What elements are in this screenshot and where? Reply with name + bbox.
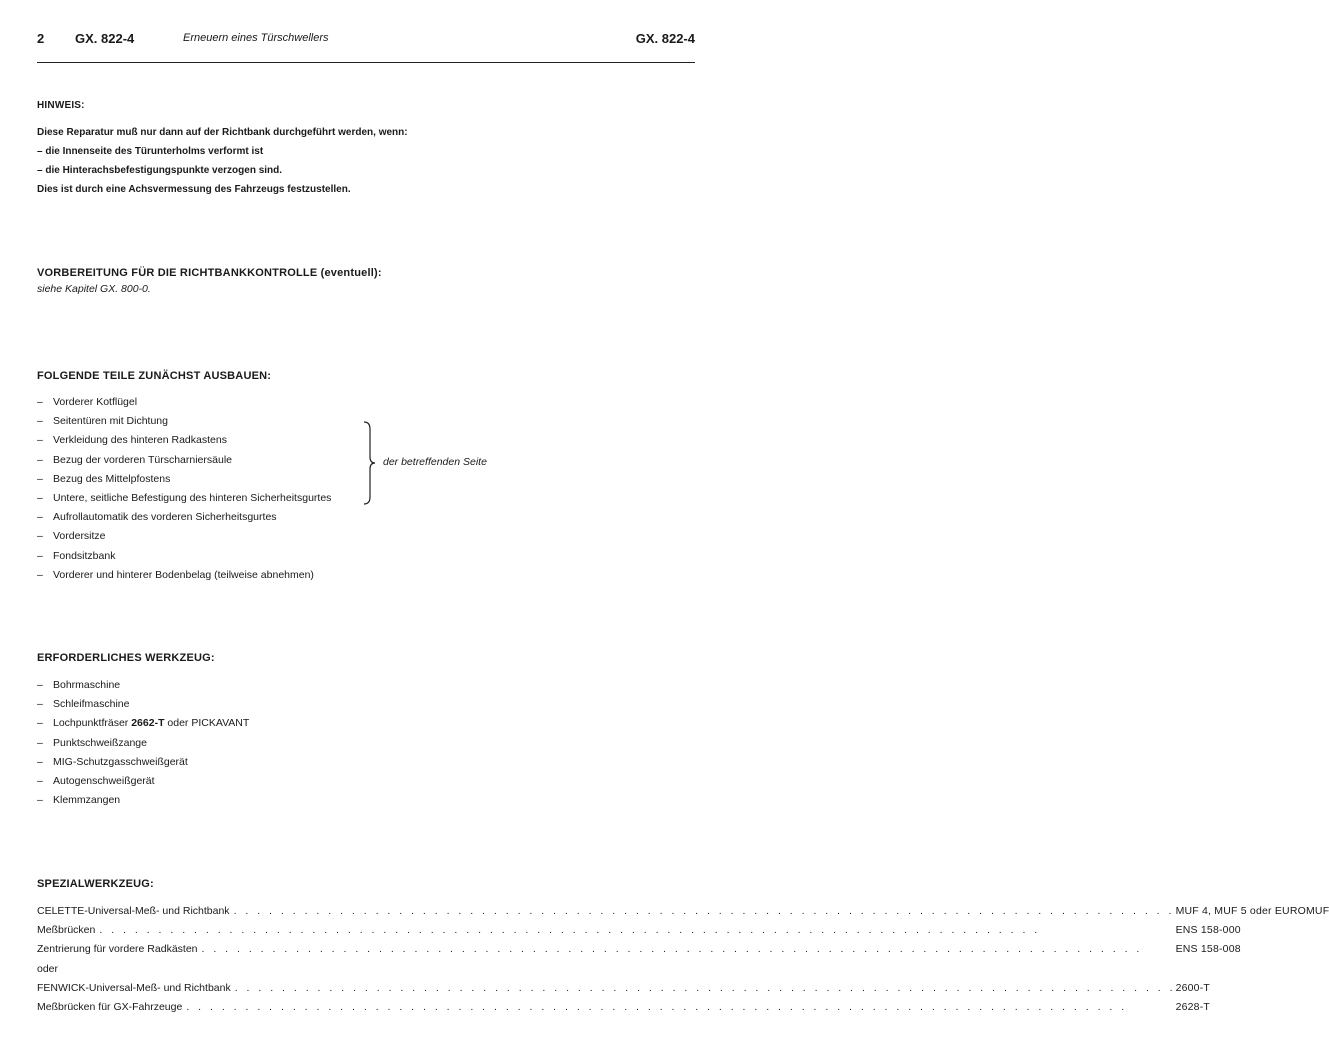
list-item: – Bohrmaschine: [37, 676, 697, 695]
tool-value-cell: [1176, 960, 1329, 979]
list-item: – Schleifmaschine: [37, 695, 697, 714]
brace-note: der betreffenden Seite: [383, 456, 487, 468]
werkzeug-section: [37, 651, 697, 810]
hinweis-line: – die Hinterachsbefestigungspunkte verzogen sind.: [37, 165, 283, 176]
vorbereitung-section: [37, 266, 697, 298]
vorbereitung-reference: siehe Kapitel GX. 800-0.: [37, 283, 151, 295]
list-item: – Fondsitzbank: [37, 547, 697, 566]
werkzeug-heading: ERFORDERLICHES WERKZEUG:: [37, 652, 215, 664]
list-item: – Vorderer und hinterer Bodenbelag (teilweise abnehmen): [37, 566, 697, 585]
tool-value-cell: 2628-T: [1175, 1001, 1211, 1014]
table-row: [37, 921, 1329, 940]
list-item: – Bezug der vorderen Türscharniersäule: [37, 451, 697, 470]
table-row: [37, 979, 1329, 998]
table-row: [37, 940, 1329, 959]
hinweis-line: Dies ist durch eine Achsvermessung des Fahrzeugs festzustellen.: [37, 184, 351, 195]
list-item: – Verkleidung des hinteren Radkastens: [37, 431, 697, 450]
tool-name-cell: Meßbrücken für GX-Fahrzeuge . . . . . . . . . . . . . . . . . . . . . . . . . . . . . . . . . . . . . . . . . . . . . . . . . . . . . . . . . . . . . . . . . . . . . . . . . . . . . . . .: [37, 998, 1176, 1017]
hinweis-line: – die Innenseite des Türunterholms verformt ist: [37, 146, 264, 157]
right-brace-icon: [362, 421, 376, 505]
leader-dots: . . . . . . . . . . . . . . . . . . . . . . . . . . . . . . . . . . . . . . . . . . . . . . . . . . . . . . . . . . . . . . . . . . . . . . . . . . . . . . . .: [186, 1001, 1128, 1014]
list-item: – Untere, seitliche Befestigung des hinteren Sicherheitsgurtes: [37, 489, 697, 508]
spezial-section: [37, 877, 1329, 1017]
tool-value-cell: ENS 158-008: [1175, 943, 1241, 956]
tool-name-cell: oder: [37, 962, 59, 975]
list-item: – MIG-Schutzgasschweißgerät: [37, 753, 697, 772]
list-item: – Lochpunktfräser 2662-T oder PICKAVANT: [37, 714, 697, 733]
document-code-right: GX. 822-4: [635, 31, 695, 46]
tool-name-cell: Meßbrücken . . . . . . . . . . . . . . . . . . . . . . . . . . . . . . . . . . . . . . . . . . . . . . . . . . . . . . . . . . . . . . . . . . . . . . . . . . . . . . . .: [37, 921, 1176, 940]
tool-part-number: 2662-T: [131, 717, 165, 730]
ausbauen-heading: FOLGENDE TEILE ZUNÄCHST AUSBAUEN:: [37, 370, 272, 382]
list-item: – Autogenschweißgerät: [37, 772, 697, 791]
table-row: [37, 960, 1329, 979]
hinweis-section: [37, 96, 697, 199]
list-item: – Klemmzangen: [37, 791, 697, 810]
table-row: [37, 998, 1329, 1017]
header-rule: [37, 62, 695, 63]
tool-name-cell: FENWICK-Universal-Meß- und Richtbank . . . . . . . . . . . . . . . . . . . . . . . . . . . . . . . . . . . . . . . . . . . . . . . . . . . . . . . . . . . . . . . . . . . . . . . . . . . . . . . .: [37, 979, 1176, 998]
document-code: GX. 822-4: [75, 31, 135, 46]
table-row: [37, 902, 1329, 921]
leader-dots: . . . . . . . . . . . . . . . . . . . . . . . . . . . . . . . . . . . . . . . . . . . . . . . . . . . . . . . . . . . . . . . . . . . . . . . . . . . . . . . .: [201, 943, 1143, 956]
page-number: 2: [37, 31, 45, 46]
list-item: – Aufrollautomatik des vorderen Sicherheitsgurtes: [37, 508, 697, 527]
page-header: [37, 31, 695, 51]
list-item: – Vordersitze: [37, 527, 697, 546]
tool-name-cell: CELETTE-Universal-Meß- und Richtbank . . . . . . . . . . . . . . . . . . . . . . . . . . . . . . . . . . . . . . . . . . . . . . . . . . . . . . . . . . . . . . . . . . . . . . . . . . . . . . . .: [37, 902, 1176, 921]
document-title: Erneuern eines Türschwellers: [183, 32, 329, 44]
vorbereitung-heading: VORBEREITUNG FÜR DIE RICHTBANKKONTROLLE (eventuell):: [37, 267, 382, 279]
leader-dots: . . . . . . . . . . . . . . . . . . . . . . . . . . . . . . . . . . . . . . . . . . . . . . . . . . . . . . . . . . . . . . . . . . . . . . . . . . . . . . . .: [233, 905, 1175, 917]
hinweis-line: Diese Reparatur muß nur dann auf der Richtbank durchgeführt werden, wenn:: [37, 127, 408, 138]
leader-dots: . . . . . . . . . . . . . . . . . . . . . . . . . . . . . . . . . . . . . . . . . . . . . . . . . . . . . . . . . . . . . . . . . . . . . . . . . . . . . . . .: [99, 924, 1041, 937]
werkzeug-list: [37, 676, 697, 810]
hinweis-heading: HINWEIS:: [37, 100, 85, 111]
spezial-table: [37, 902, 1329, 1017]
tool-value-cell: ENS 158-000: [1175, 924, 1241, 937]
list-item: – Punktschweißzange: [37, 734, 697, 753]
leader-dots: . . . . . . . . . . . . . . . . . . . . . . . . . . . . . . . . . . . . . . . . . . . . . . . . . . . . . . . . . . . . . . . . . . . . . . . . . . . . . . . .: [234, 981, 1176, 994]
list-item: – Seitentüren mit Dichtung: [37, 412, 697, 431]
tool-value-cell: MUF 4, MUF 5 oder EUROMUF: [1175, 905, 1329, 917]
tool-name-cell: Zentrierung für vordere Radkästen . . . . . . . . . . . . . . . . . . . . . . . . . . . . . . . . . . . . . . . . . . . . . . . . . . . . . . . . . . . . . . . . . . . . . . . . . . . . . . . .: [37, 940, 1176, 959]
list-item: – Vorderer Kotflügel: [37, 393, 697, 412]
list-item: – Bezug des Mittelpfostens: [37, 470, 697, 489]
tool-value-cell: 2600-T: [1175, 981, 1211, 994]
spezial-heading: SPEZIALWERKZEUG:: [37, 878, 154, 890]
